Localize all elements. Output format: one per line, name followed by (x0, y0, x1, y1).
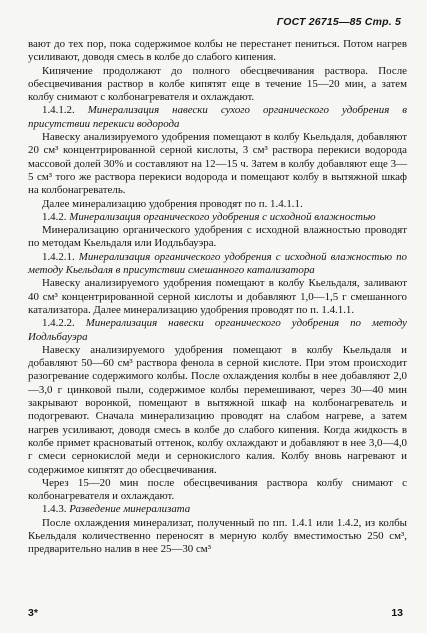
paragraph: Навеску анализируемого удобрения помещают в колбу Кьельдаля и добавляют 50—60 см³ раствора фенола в серной кислоте. При этом происходит разогревание содержимого колбы. После охлаждения колбы в нее добавляют 2,0—3,0 г цинковой пыли, содержимое колбы перемешивают, через 30—40 мин закрывают воронкой, помещают в вытяжной шкаф на колбонагреватель и подогревают. Сначала минерализацию проводят на слабом нагреве, а затем нагрев усиливают, доводя смесь в колбе до слабого кипения. Когда жидкость в колбе примет красноватый оттенок, колбу охлаждают и добавляют в нее 3,0—4,0 г смеси сернокислой меди и сернокислого калия. Колбу вновь нагревают и содержимое кипятят до обесцвечивания. (28, 343, 407, 476)
document-body (28, 38, 407, 557)
paragraph: Далее минерализацию удобрения проводят по п. 1.4.1.1. (42, 197, 303, 210)
section-title: Минерализация навески сухого органического удобрения в присутствии перекиси водорода (28, 104, 407, 130)
section-heading (28, 503, 407, 516)
section-number: 1.4.1.2. (42, 104, 75, 117)
paragraph: Навеску анализируемого удобрения помещают в колбу Кьельдаля, добавляют 20 см³ концентрированной серной кислоты, 3 см³ раствора перекиси водорода массовой долей 30% и составляют на 12—15 ч. Затем в колбу добавляют еще 3—5 см³ того же раствора перекиси водорода и помещают колбу в вытяжной шкаф на колбонагреватель. (28, 131, 407, 197)
signature-mark: 3* (28, 607, 38, 619)
paragraph: Минерализацию органического удобрения с исходной влажностью проводят по методам Кьельдаля или Иодльбауэра. (28, 224, 407, 250)
paragraph: После охлаждения минерализат, полученный по пп. 1.4.1 или 1.4.2, из колбы Кьельдаля количественно переносят в мерную колбу вместимостью 250 см³, предварительно налив в нее 25—30 см³ (28, 516, 407, 556)
section-number: 1.4.3. (42, 503, 67, 516)
paragraph: Через 15—20 мин после обесцвечивания раствора колбу снимают с колбонагревателя и охлаждают. (28, 476, 407, 503)
paragraph: Кипячение продолжают до полного обесцвечивания раствора. После обесцвечивания раствор в колбе кипятят еще в течение 15—20 мин, а затем колбу снимают с колбонагревателя и охлаждают. (28, 64, 407, 104)
section-number: 1.4.2. (42, 210, 67, 223)
paragraph: вают до тех пор, пока содержимое колбы не перестанет пениться. Потом нагрев усиливают, доводя смесь в колбе до слабого кипения. (28, 38, 407, 64)
section-heading (28, 211, 407, 224)
paragraph: Навеску анализируемого удобрения помещают в колбу Кьельдаля, заливают 40 см³ концентрированной серной кислоты и добавляют 1,0—1,5 г смешанного катализатора. Далее минерализацию удобрения проводят по п. 1.4.1.1. (28, 277, 407, 316)
section-number: 1.4.2.2. (42, 317, 75, 330)
section-number: 1.4.2.1. (42, 250, 75, 263)
page-header: ГОСТ 26715—85 Стр. 5 (276, 16, 401, 28)
section-title: Разведение минерализата (69, 503, 191, 516)
page-number: 13 (391, 607, 403, 619)
section-heading (28, 317, 407, 344)
section-heading (28, 251, 407, 278)
section-title: Минерализация органического удобрения с исходной влажностью (69, 210, 376, 223)
section-title: Минерализация навески органического удобрения по методу Иодльбауэра (28, 317, 407, 343)
section-heading (28, 104, 407, 131)
section-title: Минерализация органического удобрения с исходной влажностью по методу Кьельдаля в присутствии смешанного катализатора (28, 250, 407, 277)
